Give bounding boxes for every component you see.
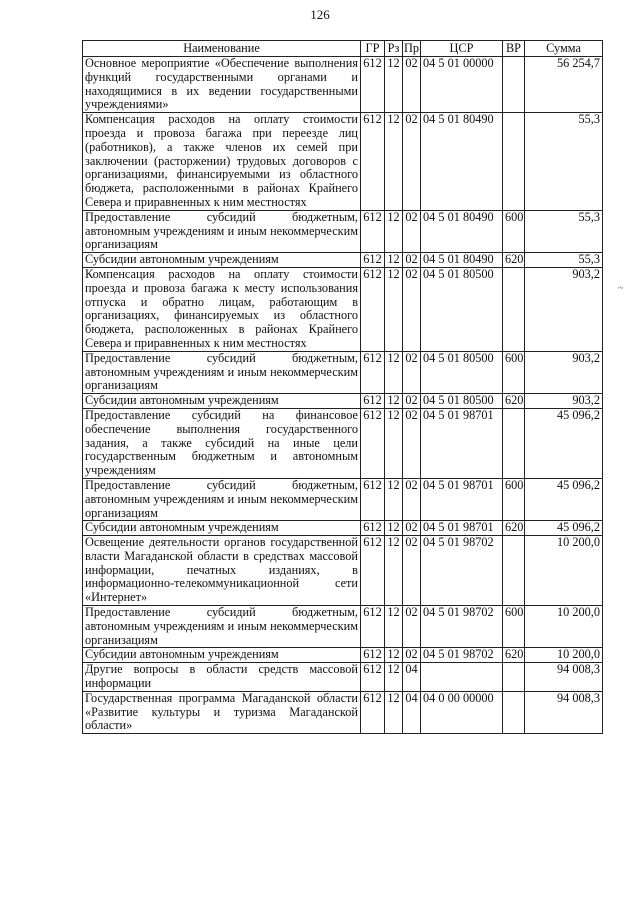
row-name: Субсидии автономным учреждениям	[83, 394, 361, 409]
scan-mark: ~	[618, 283, 624, 294]
row-name: Предоставление субсидий бюджетным, автономным учреждениям и иным некоммерческим организациям	[83, 351, 361, 393]
row-vr: 600	[503, 210, 525, 252]
row-csr: 04 5 01 80490	[421, 210, 503, 252]
row-csr	[421, 663, 503, 692]
table-row	[83, 113, 603, 211]
row-rz: 12	[385, 478, 403, 520]
row-pr: 02	[403, 267, 421, 351]
row-name: Компенсация расходов на оплату стоимости проезда и провоза багажа к месту использования отпуска и обратно лицам, работающим в организациях, финансируемых из областного бюджета, расположенных в районах Крайнего Севера и приравненных к ним местностях	[83, 267, 361, 351]
row-vr	[503, 113, 525, 211]
row-sum: 45 096,2	[525, 408, 603, 478]
table-row	[83, 606, 603, 648]
row-name: Государственная программа Магаданской области «Развитие культуры и туризма Магаданской области»	[83, 691, 361, 733]
row-vr: 620	[503, 253, 525, 268]
row-pr: 02	[403, 521, 421, 536]
row-name: Основное мероприятие «Обеспечение выполнения функций государственными органами и находящимися в их ведении государственными учреждениями»	[83, 57, 361, 113]
row-csr: 04 5 01 98702	[421, 536, 503, 606]
row-rz: 12	[385, 408, 403, 478]
row-pr: 02	[403, 57, 421, 113]
row-sum: 903,2	[525, 267, 603, 351]
row-rz: 12	[385, 521, 403, 536]
row-csr: 04 5 01 98702	[421, 606, 503, 648]
row-vr	[503, 663, 525, 692]
row-gr: 612	[361, 351, 385, 393]
table-row	[83, 536, 603, 606]
row-pr: 04	[403, 691, 421, 733]
row-pr: 02	[403, 210, 421, 252]
row-pr: 02	[403, 648, 421, 663]
row-pr: 02	[403, 394, 421, 409]
row-name: Субсидии автономным учреждениям	[83, 253, 361, 268]
row-vr: 620	[503, 521, 525, 536]
row-pr: 02	[403, 113, 421, 211]
row-gr: 612	[361, 394, 385, 409]
row-gr: 612	[361, 536, 385, 606]
table-row	[83, 648, 603, 663]
row-name: Предоставление субсидий на финансовое обеспечение выполнения государственного задания, а также субсидий на иные цели государственным бюджетным и автономным учреждениям	[83, 408, 361, 478]
row-gr: 612	[361, 113, 385, 211]
row-name: Предоставление субсидий бюджетным, автономным учреждениям и иным некоммерческим организациям	[83, 606, 361, 648]
row-vr	[503, 408, 525, 478]
row-sum: 56 254,7	[525, 57, 603, 113]
header-vr: ВР	[503, 41, 525, 57]
row-pr: 02	[403, 253, 421, 268]
row-gr: 612	[361, 691, 385, 733]
row-csr: 04 5 01 98701	[421, 478, 503, 520]
table-row	[83, 253, 603, 268]
row-csr: 04 5 01 80500	[421, 394, 503, 409]
row-name: Предоставление субсидий бюджетным, автономным учреждениям и иным некоммерческим организациям	[83, 210, 361, 252]
table-row	[83, 351, 603, 393]
table-body	[83, 57, 603, 734]
header-gr: ГР	[361, 41, 385, 57]
row-gr: 612	[361, 253, 385, 268]
table-header	[83, 41, 603, 57]
row-sum: 903,2	[525, 351, 603, 393]
header-name: Наименование	[83, 41, 361, 57]
table-row	[83, 663, 603, 692]
row-rz: 12	[385, 394, 403, 409]
row-rz: 12	[385, 113, 403, 211]
row-sum: 10 200,0	[525, 606, 603, 648]
row-sum: 45 096,2	[525, 521, 603, 536]
row-vr: 600	[503, 478, 525, 520]
row-csr: 04 5 01 80500	[421, 351, 503, 393]
row-csr: 04 5 01 98701	[421, 521, 503, 536]
table-row	[83, 394, 603, 409]
row-name: Другие вопросы в области средств массовой информации	[83, 663, 361, 692]
row-pr: 02	[403, 408, 421, 478]
table-row	[83, 210, 603, 252]
row-pr: 02	[403, 536, 421, 606]
row-gr: 612	[361, 408, 385, 478]
row-csr: 04 5 01 98701	[421, 408, 503, 478]
row-pr: 02	[403, 606, 421, 648]
row-vr	[503, 57, 525, 113]
row-name: Компенсация расходов на оплату стоимости проезда и провоза багажа при переезде лиц (работников), а также членов их семей при заключении (расторжении) трудовых договоров с организациями, финансируемыми из областного бюджета, расположенными в районах Крайнего Севера и приравненных к ним местностях	[83, 113, 361, 211]
row-pr: 02	[403, 478, 421, 520]
row-rz: 12	[385, 253, 403, 268]
row-csr: 04 5 01 80490	[421, 113, 503, 211]
row-rz: 12	[385, 267, 403, 351]
row-csr: 04 5 01 00000	[421, 57, 503, 113]
row-name: Предоставление субсидий бюджетным, автономным учреждениям и иным некоммерческим организациям	[83, 478, 361, 520]
row-vr	[503, 536, 525, 606]
row-sum: 903,2	[525, 394, 603, 409]
header-sum: Сумма	[525, 41, 603, 57]
row-sum: 55,3	[525, 113, 603, 211]
row-gr: 612	[361, 210, 385, 252]
header-pr: Пр	[403, 40, 420, 55]
table-row	[83, 521, 603, 536]
row-gr: 612	[361, 478, 385, 520]
row-pr: 04	[403, 663, 421, 692]
row-sum: 10 200,0	[525, 536, 603, 606]
header-csr: ЦСР	[421, 41, 503, 57]
row-rz: 12	[385, 691, 403, 733]
row-rz: 12	[385, 57, 403, 113]
row-rz: 12	[385, 536, 403, 606]
row-csr: 04 5 01 98702	[421, 648, 503, 663]
row-rz: 12	[385, 210, 403, 252]
row-gr: 612	[361, 648, 385, 663]
row-sum: 55,3	[525, 210, 603, 252]
row-vr	[503, 267, 525, 351]
row-vr: 600	[503, 606, 525, 648]
row-vr: 620	[503, 648, 525, 663]
row-csr: 04 5 01 80490	[421, 253, 503, 268]
row-csr: 04 5 01 80500	[421, 267, 503, 351]
row-gr: 612	[361, 57, 385, 113]
row-sum: 45 096,2	[525, 478, 603, 520]
row-gr: 612	[361, 663, 385, 692]
row-rz: 12	[385, 663, 403, 692]
row-vr: 620	[503, 394, 525, 409]
budget-table	[82, 40, 603, 734]
row-sum: 55,3	[525, 253, 603, 268]
row-gr: 612	[361, 521, 385, 536]
row-vr: 600	[503, 351, 525, 393]
row-gr: 612	[361, 267, 385, 351]
header-row	[83, 41, 603, 57]
row-name: Субсидии автономным учреждениям	[83, 521, 361, 536]
row-rz: 12	[385, 648, 403, 663]
row-csr: 04 0 00 00000	[421, 691, 503, 733]
table-row	[83, 267, 603, 351]
row-rz: 12	[385, 606, 403, 648]
table-row	[83, 57, 603, 113]
header-rz: Рз	[385, 41, 403, 57]
row-vr	[503, 691, 525, 733]
row-gr: 612	[361, 606, 385, 648]
row-rz: 12	[385, 351, 403, 393]
row-sum: 94 008,3	[525, 691, 603, 733]
table-row	[83, 408, 603, 478]
row-name: Освещение деятельности органов государственной власти Магаданской области в средствах массовой информации, печатных изданиях, в информационно-телекоммуникационной сети «Интернет»	[83, 536, 361, 606]
page-number: 126	[310, 7, 330, 22]
row-name: Субсидии автономным учреждениям	[83, 648, 361, 663]
table-row	[83, 478, 603, 520]
table-row	[83, 691, 603, 733]
row-pr: 02	[403, 351, 421, 393]
row-sum: 10 200,0	[525, 648, 603, 663]
row-sum: 94 008,3	[525, 663, 603, 692]
